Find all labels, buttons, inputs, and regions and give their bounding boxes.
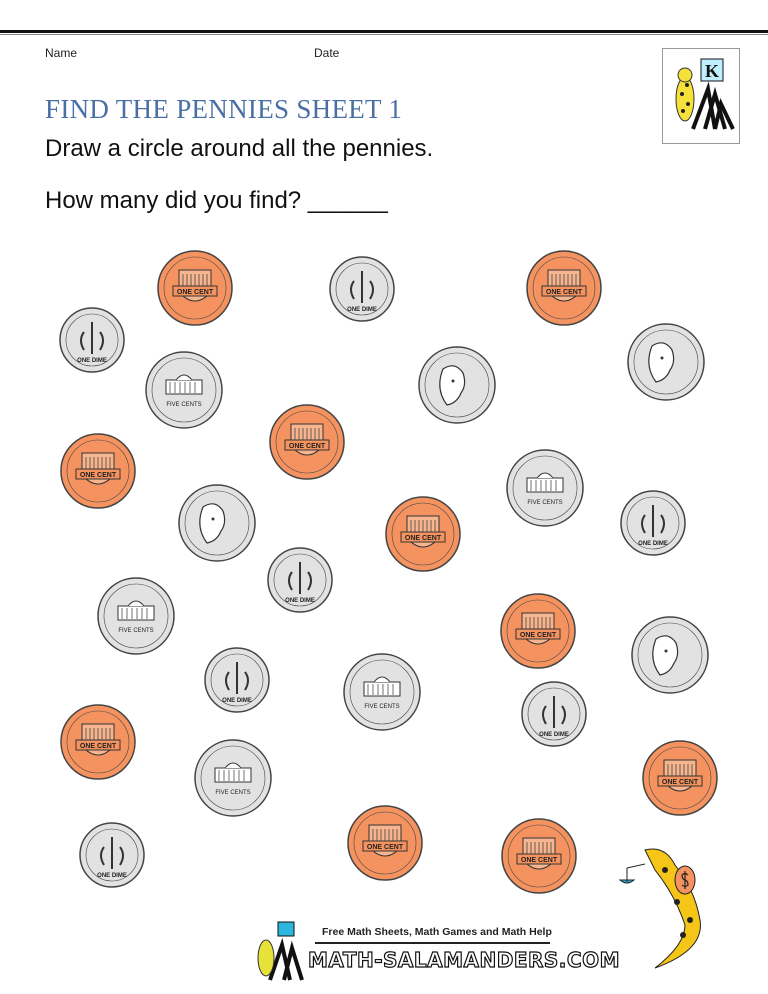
nickel-coin[interactable] xyxy=(507,450,583,526)
question-text: How many did you find? ______ xyxy=(45,187,388,214)
coin-text: FIVE CENTS xyxy=(215,790,251,796)
coin-text: ONE CENT xyxy=(288,443,326,450)
penny-coin[interactable] xyxy=(348,806,422,880)
coin-text: ONE DIME xyxy=(539,732,569,738)
footer-rule xyxy=(315,942,550,944)
coin-text: FIVE CENTS xyxy=(527,500,563,506)
footer-branding xyxy=(250,920,620,982)
nickel-coin[interactable] xyxy=(179,485,255,561)
penny-coin[interactable] xyxy=(61,705,135,779)
coin-text: ONE CENT xyxy=(661,779,699,786)
coin-text: ONE CENT xyxy=(79,472,117,479)
footer-logo-icon xyxy=(250,920,310,982)
coin-text: ONE CENT xyxy=(545,289,583,296)
coin-text: ONE DIME xyxy=(285,598,315,604)
penny-coin[interactable] xyxy=(502,819,576,893)
dime-coin[interactable] xyxy=(522,682,586,746)
penny-coin[interactable] xyxy=(158,251,232,325)
coin-text: ONE CENT xyxy=(176,289,214,296)
nickel-coin[interactable] xyxy=(146,352,222,428)
coin-text: ONE CENT xyxy=(520,857,558,864)
coin-text: FIVE CENTS xyxy=(118,628,154,634)
coin-text: ONE DIME xyxy=(638,541,668,547)
coin-text: ONE CENT xyxy=(519,632,557,639)
footer-brand: MATH-SALAMANDERS.COM xyxy=(308,948,620,972)
coin-text: ONE CENT xyxy=(79,743,117,750)
nickel-coin[interactable] xyxy=(628,324,704,400)
penny-coin[interactable] xyxy=(386,497,460,571)
penny-coin[interactable] xyxy=(270,405,344,479)
worksheet-title: FIND THE PENNIES SHEET 1 xyxy=(45,94,403,124)
coin-text: FIVE CENTS xyxy=(364,704,400,710)
date-label: Date xyxy=(314,46,340,60)
instruction-text: Draw a circle around all the pennies. xyxy=(45,135,434,162)
nickel-coin[interactable] xyxy=(195,740,271,816)
coin-text: ONE DIME xyxy=(222,698,252,704)
coin-text: FIVE CENTS xyxy=(166,402,202,408)
coin-text: ONE CENT xyxy=(404,535,442,542)
nickel-coin[interactable] xyxy=(344,654,420,730)
nickel-coin[interactable] xyxy=(419,347,495,423)
logo-letter: K xyxy=(704,61,720,81)
dime-coin[interactable] xyxy=(330,257,394,321)
dime-coin[interactable] xyxy=(621,491,685,555)
dime-coin[interactable] xyxy=(268,548,332,612)
coin-text: ONE DIME xyxy=(77,358,107,364)
penny-coin[interactable] xyxy=(501,594,575,668)
nickel-coin[interactable] xyxy=(98,578,174,654)
penny-coin[interactable] xyxy=(61,434,135,508)
name-label: Name xyxy=(45,46,78,60)
nickel-coin[interactable] xyxy=(632,617,708,693)
coin-text: ONE DIME xyxy=(97,873,127,879)
penny-coin[interactable] xyxy=(527,251,601,325)
footer-tagline: Free Math Sheets, Math Games and Math Help xyxy=(322,926,552,938)
coin-text: ONE CENT xyxy=(366,844,404,851)
dime-coin[interactable] xyxy=(205,648,269,712)
coin-text: ONE DIME xyxy=(347,307,377,313)
salamander-mascot xyxy=(615,840,735,975)
dime-coin[interactable] xyxy=(80,823,144,887)
penny-coin[interactable] xyxy=(643,741,717,815)
dime-coin[interactable] xyxy=(60,308,124,372)
